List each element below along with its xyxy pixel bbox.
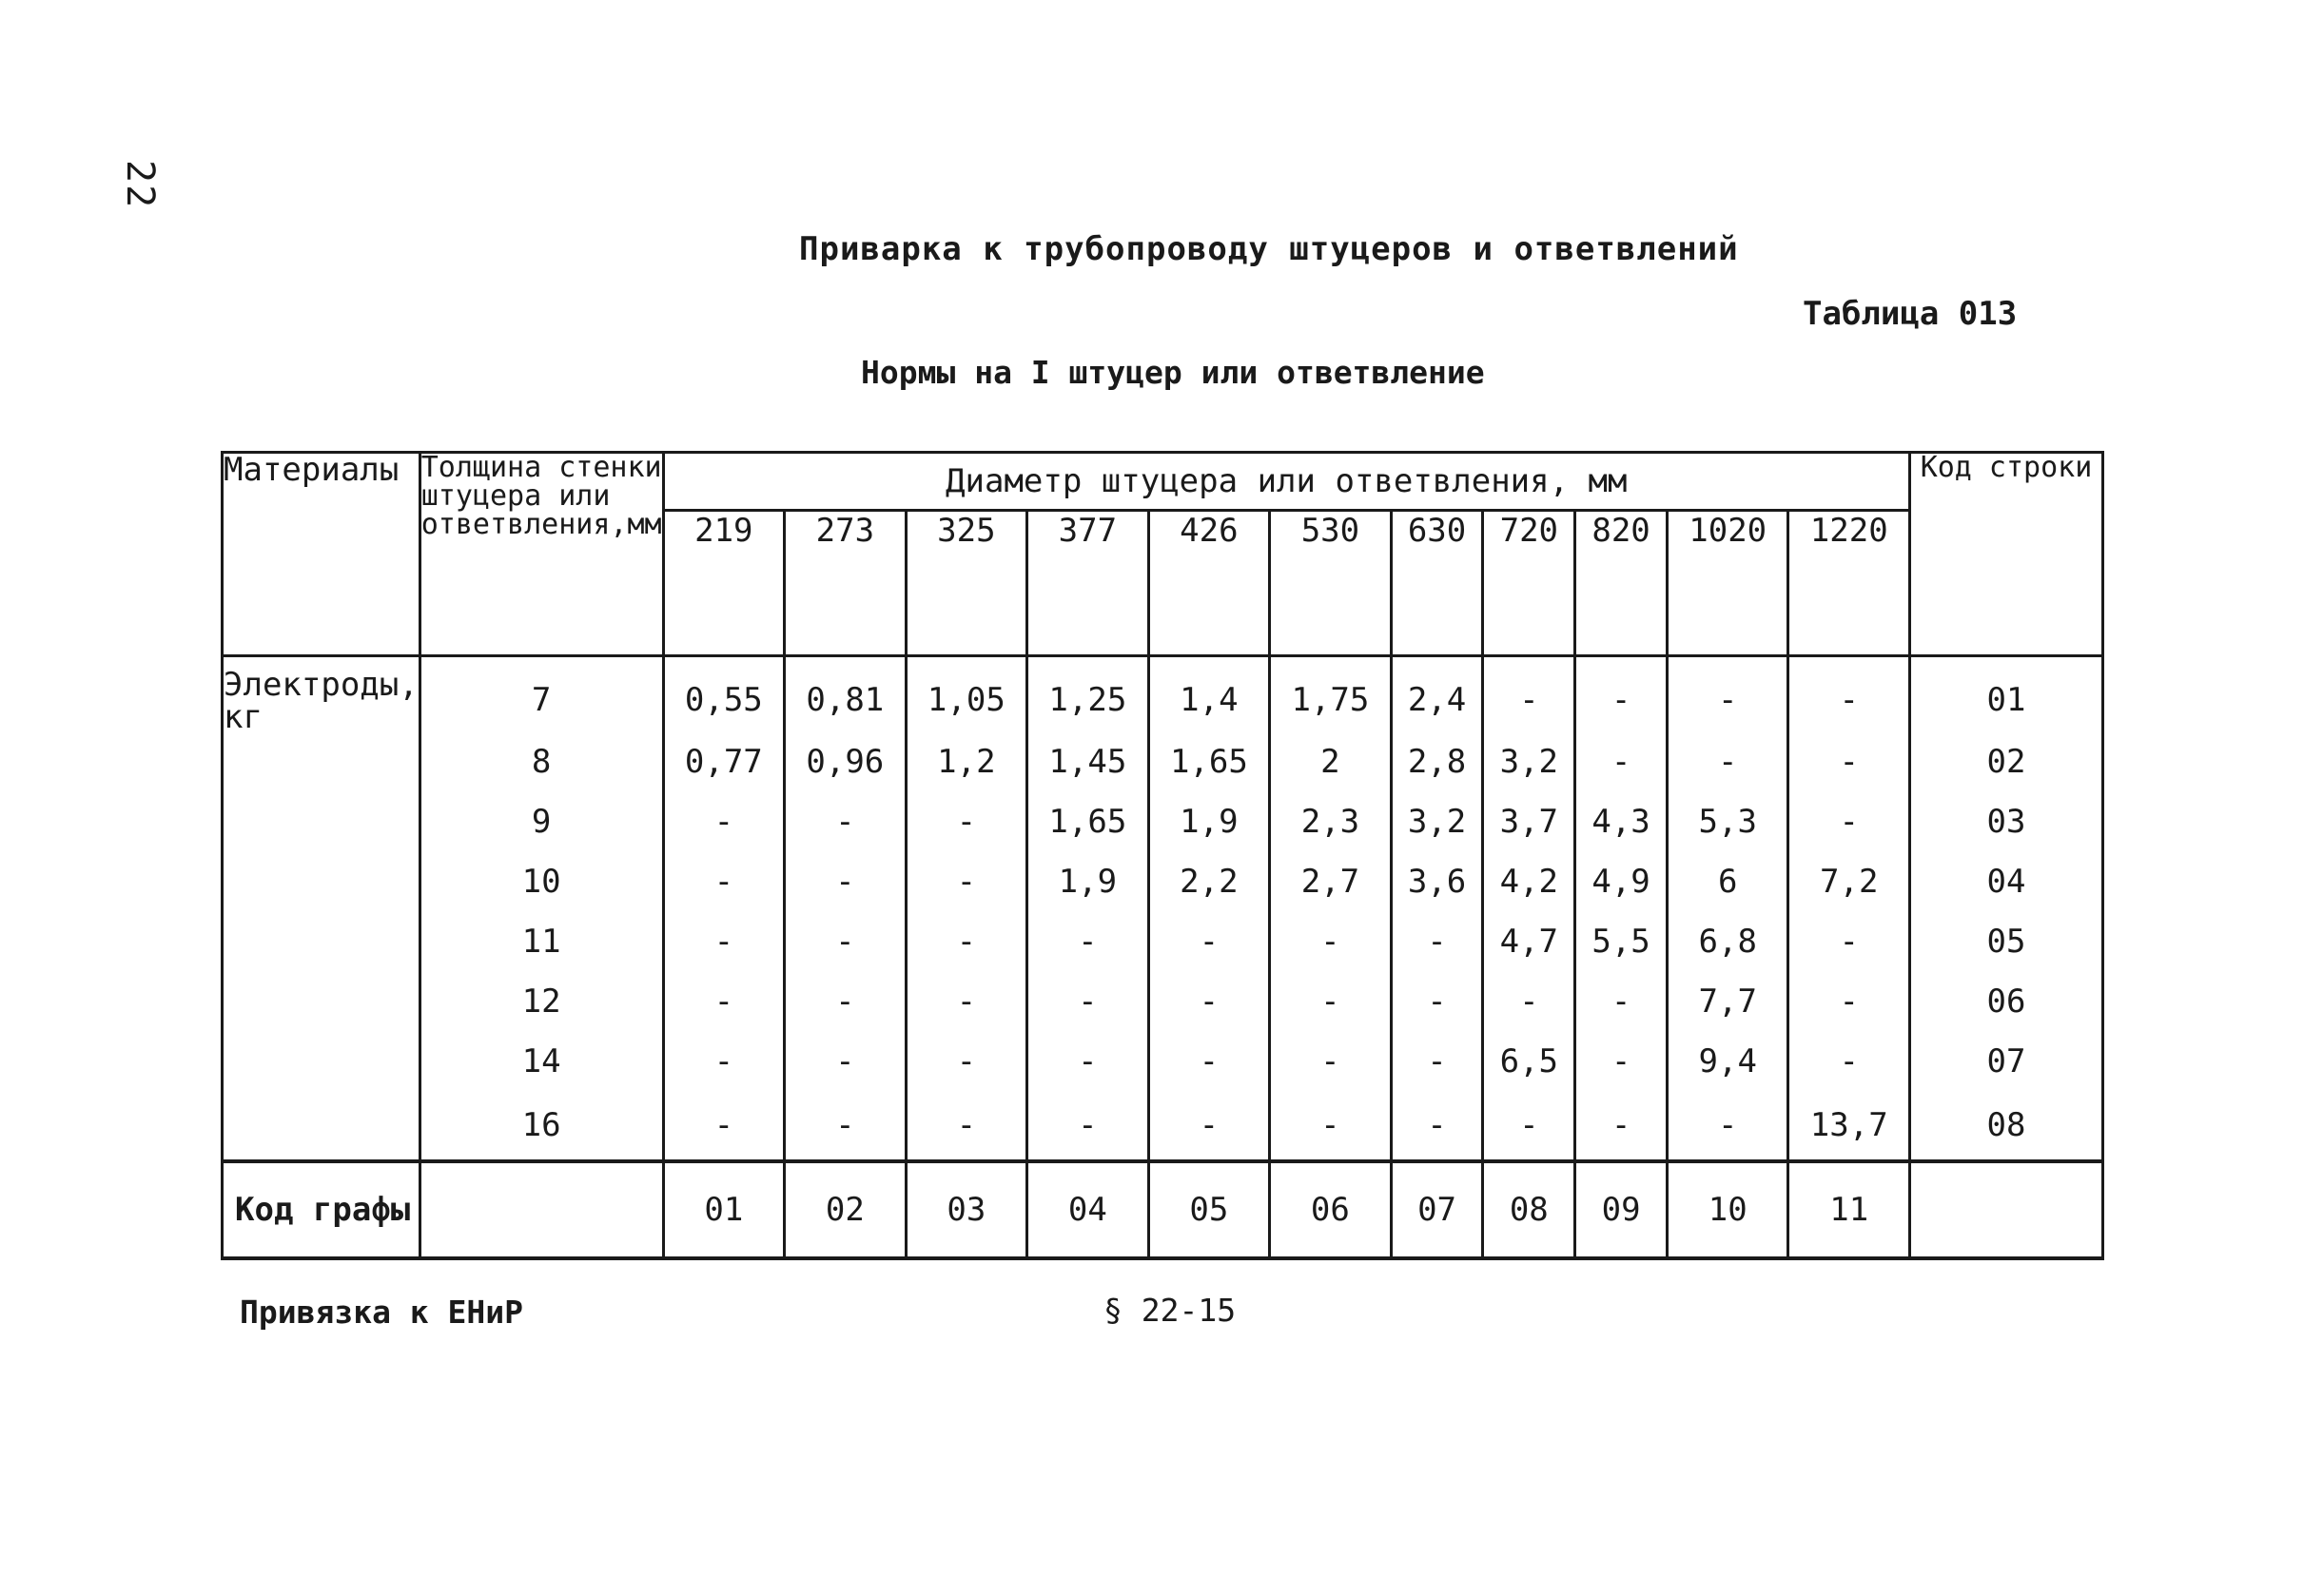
row-code-cell: 03: [1910, 791, 2103, 851]
value-cell: -: [906, 851, 1027, 911]
value-cell: 1,9: [1148, 791, 1270, 851]
column-codes-label: Код графы: [223, 1161, 420, 1258]
value-cell: -: [1391, 1031, 1483, 1091]
column-code-cell: 06: [1270, 1161, 1392, 1258]
value-cell: -: [1667, 1091, 1788, 1161]
value-cell: 13,7: [1788, 1091, 1910, 1161]
value-cell: -: [906, 911, 1027, 971]
value-cell: 4,2: [1483, 851, 1575, 911]
value-cell: 7,7: [1667, 971, 1788, 1031]
value-cell: -: [663, 1091, 785, 1161]
value-cell: 2,7: [1270, 851, 1392, 911]
value-cell: -: [785, 1031, 907, 1091]
empty-cell: [420, 1161, 663, 1258]
footer-section-ref: § 22-15: [1103, 1292, 1237, 1329]
value-cell: -: [1391, 971, 1483, 1031]
header-diameter-720: 720: [1483, 511, 1575, 656]
value-cell: 4,3: [1575, 791, 1668, 851]
value-cell: -: [906, 1091, 1027, 1161]
row-code-cell: 01: [1910, 656, 2103, 732]
row-code-cell: 07: [1910, 1031, 2103, 1091]
value-cell: -: [785, 791, 907, 851]
column-code-cell: 08: [1483, 1161, 1575, 1258]
header-diameter-530: 530: [1270, 511, 1392, 656]
column-code-cell: 01: [663, 1161, 785, 1258]
value-cell: -: [1788, 911, 1910, 971]
value-cell: -: [1270, 971, 1392, 1031]
value-cell: -: [1483, 656, 1575, 732]
document-title: Приварка к трубопроводу штуцеров и ответвлений: [799, 230, 1739, 268]
value-cell: -: [663, 971, 785, 1031]
thickness-cell: 7: [420, 656, 663, 732]
value-cell: -: [785, 851, 907, 911]
value-cell: 1,25: [1027, 656, 1149, 732]
header-diameter-820: 820: [1575, 511, 1668, 656]
table-row: [223, 1031, 2103, 1091]
value-cell: -: [663, 791, 785, 851]
value-cell: 4,7: [1483, 911, 1575, 971]
value-cell: 2,2: [1148, 851, 1270, 911]
table-row: [223, 911, 2103, 971]
value-cell: 3,7: [1483, 791, 1575, 851]
value-cell: -: [1788, 971, 1910, 1031]
thickness-cell: 10: [420, 851, 663, 911]
value-cell: 1,65: [1027, 791, 1149, 851]
header-diameter-426: 426: [1148, 511, 1270, 656]
header-row-code: Код строки: [1910, 453, 2103, 656]
column-code-cell: 10: [1667, 1161, 1788, 1258]
value-cell: -: [1575, 1031, 1668, 1091]
value-cell: 1,05: [906, 656, 1027, 732]
thickness-cell: 14: [420, 1031, 663, 1091]
header-diameter-group: Диаметр штуцера или ответвления, мм: [663, 453, 1909, 511]
value-cell: 5,5: [1575, 911, 1668, 971]
table-row: [223, 656, 2103, 732]
value-cell: 3,2: [1391, 791, 1483, 851]
material-cell: Электроды, кг: [223, 656, 420, 1162]
value-cell: 4,9: [1575, 851, 1668, 911]
table-row: [223, 1091, 2103, 1161]
value-cell: 3,2: [1483, 731, 1575, 791]
value-cell: -: [1483, 971, 1575, 1031]
value-cell: 9,4: [1667, 1031, 1788, 1091]
value-cell: -: [663, 911, 785, 971]
value-cell: -: [906, 791, 1027, 851]
value-cell: -: [1788, 791, 1910, 851]
column-code-cell: 04: [1027, 1161, 1149, 1258]
footer-enir-reference: Привязка к ЕНиР: [240, 1294, 524, 1331]
header-diameter-273: 273: [785, 511, 907, 656]
column-codes-row: [223, 1161, 2103, 1258]
thickness-cell: 16: [420, 1091, 663, 1161]
value-cell: -: [1667, 656, 1788, 732]
header-materials: Материалы: [223, 453, 420, 656]
row-code-cell: 06: [1910, 971, 2103, 1031]
table-row: [223, 791, 2103, 851]
value-cell: -: [1788, 731, 1910, 791]
value-cell: 1,75: [1270, 656, 1392, 732]
header-diameter-1220: 1220: [1788, 511, 1910, 656]
value-cell: 3,6: [1391, 851, 1483, 911]
value-cell: -: [1788, 656, 1910, 732]
value-cell: -: [1575, 731, 1668, 791]
value-cell: -: [785, 1091, 907, 1161]
value-cell: 0,81: [785, 656, 907, 732]
value-cell: 2: [1270, 731, 1392, 791]
value-cell: 6,8: [1667, 911, 1788, 971]
table-row: [223, 851, 2103, 911]
column-code-cell: 03: [906, 1161, 1027, 1258]
value-cell: -: [1148, 1031, 1270, 1091]
value-cell: -: [1483, 1091, 1575, 1161]
column-code-cell: 09: [1575, 1161, 1668, 1258]
thickness-cell: 12: [420, 971, 663, 1031]
value-cell: -: [1788, 1031, 1910, 1091]
row-code-cell: 04: [1910, 851, 2103, 911]
table-body: [223, 656, 2103, 1162]
column-code-cell: 05: [1148, 1161, 1270, 1258]
value-cell: -: [663, 851, 785, 911]
value-cell: -: [1575, 1091, 1668, 1161]
header-diameter-219: 219: [663, 511, 785, 656]
value-cell: 2,4: [1391, 656, 1483, 732]
value-cell: -: [1270, 1031, 1392, 1091]
value-cell: 6,5: [1483, 1031, 1575, 1091]
table-row: [223, 731, 2103, 791]
value-cell: 1,45: [1027, 731, 1149, 791]
row-code-cell: 08: [1910, 1091, 2103, 1161]
value-cell: 6: [1667, 851, 1788, 911]
thickness-cell: 9: [420, 791, 663, 851]
value-cell: -: [1270, 1091, 1392, 1161]
value-cell: 5,3: [1667, 791, 1788, 851]
header-thickness: Толщина стенки штуцера или ответвления,мм: [420, 453, 663, 656]
value-cell: -: [785, 971, 907, 1031]
value-cell: -: [1027, 911, 1149, 971]
empty-cell: [1910, 1161, 2103, 1258]
row-code-cell: 02: [1910, 731, 2103, 791]
value-cell: -: [1027, 971, 1149, 1031]
value-cell: 2,8: [1391, 731, 1483, 791]
value-cell: -: [1027, 1091, 1149, 1161]
table-row: [223, 971, 2103, 1031]
row-code-cell: 05: [1910, 911, 2103, 971]
value-cell: 1,65: [1148, 731, 1270, 791]
value-cell: -: [1027, 1031, 1149, 1091]
value-cell: -: [906, 971, 1027, 1031]
value-cell: 1,4: [1148, 656, 1270, 732]
value-cell: -: [1148, 911, 1270, 971]
header-diameter-630: 630: [1391, 511, 1483, 656]
norms-table: [221, 451, 2104, 1260]
thickness-cell: 11: [420, 911, 663, 971]
value-cell: 2,3: [1270, 791, 1392, 851]
page-number: 22: [118, 160, 162, 210]
value-cell: -: [785, 911, 907, 971]
value-cell: -: [663, 1031, 785, 1091]
header-diameter-325: 325: [906, 511, 1027, 656]
document-subtitle: Нормы на I штуцер или ответвление: [861, 354, 1485, 391]
value-cell: -: [1148, 971, 1270, 1031]
column-code-cell: 02: [785, 1161, 907, 1258]
column-code-cell: 11: [1788, 1161, 1910, 1258]
header-diameter-1020: 1020: [1667, 511, 1788, 656]
value-cell: 0,77: [663, 731, 785, 791]
table-label: Таблица 013: [1803, 295, 2018, 333]
thickness-cell: 8: [420, 731, 663, 791]
value-cell: -: [1575, 971, 1668, 1031]
value-cell: -: [1391, 1091, 1483, 1161]
header-diameter-377: 377: [1027, 511, 1149, 656]
value-cell: -: [1575, 656, 1668, 732]
value-cell: -: [1270, 911, 1392, 971]
value-cell: -: [906, 1031, 1027, 1091]
value-cell: 1,9: [1027, 851, 1149, 911]
value-cell: 0,96: [785, 731, 907, 791]
value-cell: -: [1667, 731, 1788, 791]
column-code-cell: 07: [1391, 1161, 1483, 1258]
value-cell: 1,2: [906, 731, 1027, 791]
value-cell: -: [1391, 911, 1483, 971]
value-cell: 7,2: [1788, 851, 1910, 911]
value-cell: -: [1148, 1091, 1270, 1161]
value-cell: 0,55: [663, 656, 785, 732]
